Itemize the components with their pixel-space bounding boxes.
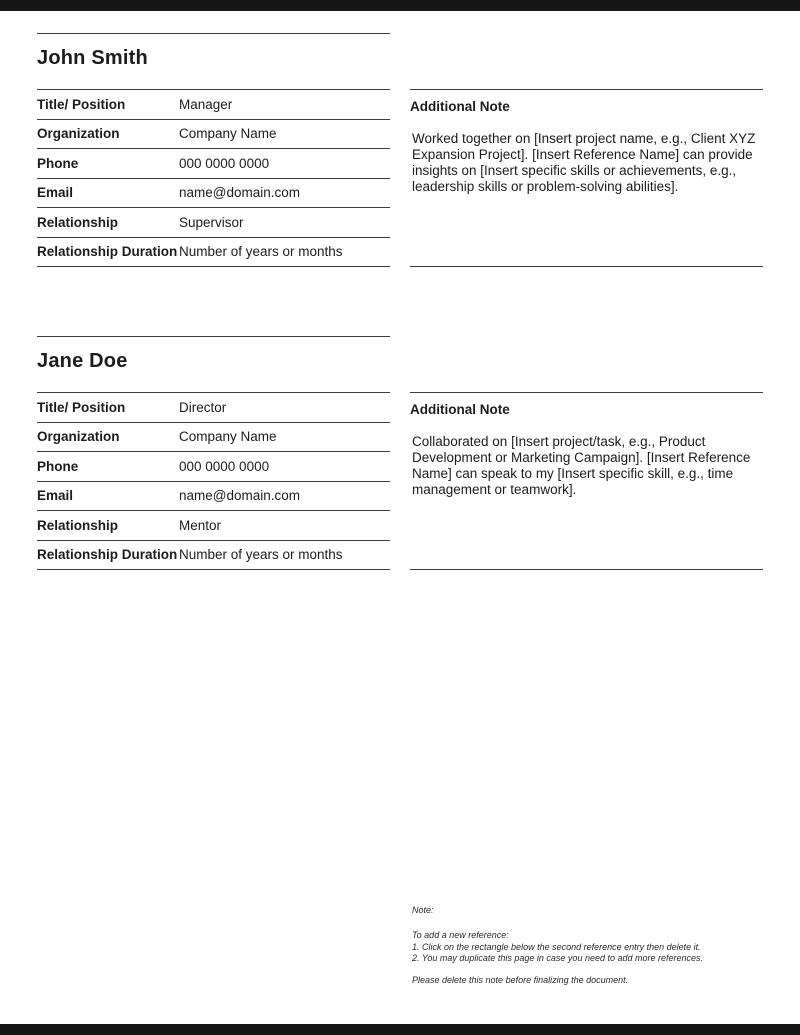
page-top-border bbox=[0, 0, 800, 11]
table-row bbox=[37, 540, 390, 570]
reference-entry-1 bbox=[37, 33, 763, 267]
field-value-relationship-duration: Number of years or months bbox=[179, 547, 343, 563]
additional-note-title: Additional Note bbox=[410, 402, 510, 417]
table-row bbox=[37, 510, 390, 540]
field-label-relationship-duration: Relationship Duration bbox=[37, 547, 178, 563]
field-label-title-position: Title/ Position bbox=[37, 399, 126, 415]
field-label-organization: Organization bbox=[37, 429, 120, 445]
table-row bbox=[37, 392, 390, 422]
template-instructions-note bbox=[412, 905, 752, 985]
page-bottom-border bbox=[0, 1024, 800, 1035]
field-label-organization: Organization bbox=[37, 126, 120, 142]
reference-name: John Smith bbox=[37, 47, 148, 69]
field-label-relationship: Relationship bbox=[37, 214, 119, 230]
additional-note-box bbox=[410, 392, 763, 570]
additional-note-text: Collaborated on [Insert project/task, e.g., Product Development or Marketing Campaign]. [Insert Reference Name] can speak to my [Insert specific skill, e.g., time management or teamwork]. bbox=[412, 434, 751, 497]
reference-fields-table bbox=[37, 392, 390, 570]
table-row bbox=[37, 237, 390, 267]
table-row bbox=[37, 148, 390, 178]
reference-fields-table bbox=[37, 89, 390, 267]
field-label-email: Email bbox=[37, 185, 74, 201]
additional-note-box bbox=[410, 89, 763, 267]
field-label-phone: Phone bbox=[37, 155, 79, 171]
note-intro: To add a new reference: bbox=[412, 930, 509, 940]
additional-note-text: Worked together on [Insert project name, e.g., Client XYZ Expansion Project]. [Insert Reference Name] can provide insights on [Insert specific skills or achievements, e.g., leadership skills or problem-solving abilities]. bbox=[412, 131, 756, 194]
table-row bbox=[37, 207, 390, 237]
field-value-relationship-duration: Number of years or months bbox=[179, 244, 343, 260]
field-label-phone: Phone bbox=[37, 458, 79, 474]
additional-note-title: Additional Note bbox=[410, 99, 510, 114]
table-row bbox=[37, 119, 390, 149]
field-value-relationship: Mentor bbox=[179, 517, 222, 533]
field-label-title-position: Title/ Position bbox=[37, 96, 126, 112]
table-row bbox=[37, 89, 390, 119]
field-value-organization: Company Name bbox=[179, 429, 277, 445]
field-value-phone: 000 0000 0000 bbox=[179, 458, 270, 474]
table-row bbox=[37, 481, 390, 511]
table-row bbox=[37, 422, 390, 452]
field-label-email: Email bbox=[37, 488, 74, 504]
table-row bbox=[37, 178, 390, 208]
divider bbox=[37, 33, 390, 34]
note-step-1: 1. Click on the rectangle below the second reference entry then delete it. bbox=[412, 942, 701, 952]
table-row bbox=[37, 451, 390, 481]
reference-name: Jane Doe bbox=[37, 350, 128, 372]
field-value-title-position: Manager bbox=[179, 96, 233, 112]
field-label-relationship: Relationship bbox=[37, 517, 119, 533]
note-step-2: 2. You may duplicate this page in case you need to add more references. bbox=[412, 953, 704, 963]
field-value-relationship: Supervisor bbox=[179, 214, 244, 230]
note-closing: Please delete this note before finalizing the document. bbox=[412, 975, 629, 985]
field-value-organization: Company Name bbox=[179, 126, 277, 142]
field-value-title-position: Director bbox=[179, 399, 227, 415]
divider bbox=[37, 336, 390, 337]
reference-entry-2 bbox=[37, 336, 763, 570]
note-title: Note: bbox=[412, 905, 434, 915]
field-label-relationship-duration: Relationship Duration bbox=[37, 244, 178, 260]
field-value-phone: 000 0000 0000 bbox=[179, 155, 270, 171]
field-value-email: name@domain.com bbox=[179, 185, 301, 201]
field-value-email: name@domain.com bbox=[179, 488, 301, 504]
